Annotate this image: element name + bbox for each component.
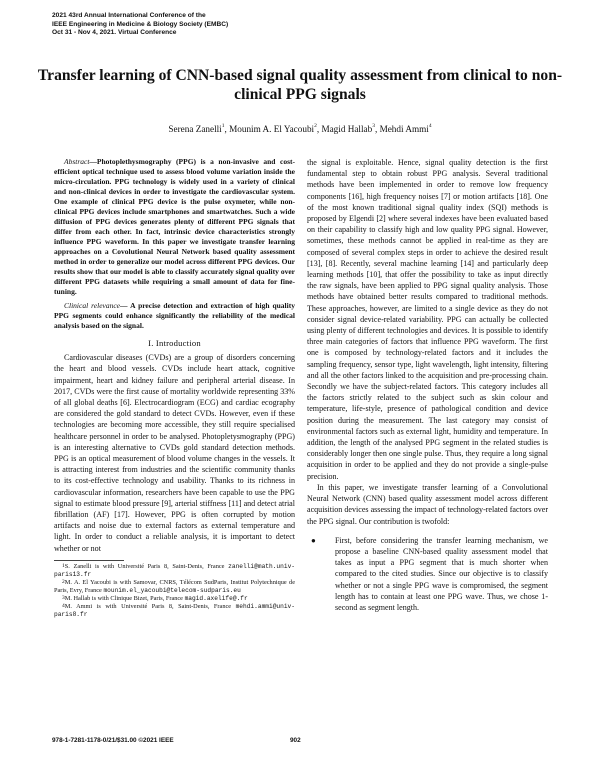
author-1: Serena Zanelli$^1$, [168,123,230,134]
conference-header [52,12,228,38]
introduction-paragraph: Cardiovascular diseases (CVDs) are a group of disorders concerning the heart and blood vessels. CVDs include heart attack, cognitive impairment, heart and kidney failure and peripheral arterial disease. In 2017, CVDs were the first cause of mortality worldwide representing 33% of all global deaths [6]. Electrocardiogram (ECG) and cardiac ecography are considered the gold standard to detect CVDs. However, even if these technologies are becoming more accessible, they still require specialised healthcare personnel in order to be analysed. Photopletysmography (PPG) is an interesting alternative to CVDs gold standard detection methods. PPG is an optical measurement of blood volume changes in the vessels. It is attracting interest from industries and the scientific community thanks to its cost-effective technology and usability. Thanks to its richness in cardiovascular information, researchers have been capable to use the PPG signal to estimate blood pressure [9], arterial stiffness [11] and detect atrial fibrillation (AF) [17]. However, PPG is often corrupted by motion artifacts and noise due to external factors as external temperature and light. In order to conduct a reliable analysis, it is important to detect whether or not [54,353,295,553]
contribution-text: First, before considering the transfer learning mechanism, we propose a baseline CNN-based quality assessment model that takes as input a PPG segment that is much shorter when compared to the cited studies. Since our objective is to classify whether or not a single PPG wave is compromised, the segment length has to contain at least one PPG wave. Thus, we chose 1-second as segment length. [335,535,548,612]
footnote-2: $^2$M. A. El Yacoubi is with Samovar, CNRS, Télécom SudParis, Institut Polytechnique de Paris, Evry, France mounim.el_yacoubi@telecom-sudparis.eu [54,579,295,595]
copyright-line: 978-1-7281-1178-0/21/$31.00 ©2021 IEEE [52,737,174,744]
left-column [54,157,295,620]
footnote-divider [54,560,124,561]
section-heading-introduction: I. Introduction [148,338,201,348]
clinical-relevance: Clinical relevance— A precise detection and extraction of high quality PPG segments could enhance significantly the reliability of the medical analysis based on the signal. [54,301,295,330]
abstract: Abstract—Photoplethysmography (PPG) is a non-invasive and cost-efficient optical technique used to assess blood volume variation inside the micro-circulation. PPG technology is widely used in a variety of clinical and non-clinical devices in order to investigate the cardiovascular system. One example of clinical PPG device is the pulse oxymeter, while non-clinical PPG devices include smartphones and smartwatches. Such a wide diffusion of PPG devices generates plenty of different PPG signals that differ from each other. In fact, intrinsic device characteristics strongly influence PPG waveform. In this paper we investigate transfer learning approaches on a Covolutional Neural Network based quality assessment method in order to generalize our model across different PPG devices. Our results show that our model is able to classify accurately signal quality over different PPG datasets while requiring a small amount of data for fine-tuning. [54,157,295,296]
conference-line-2: IEEE Engineering in Medicine & Biology Society (EMBC) [52,20,229,28]
introduction-paragraph-continued: the signal is exploitable. Hence, signal quality detection is the first fundamental step to obtain robust PPG analysis. Several traditional methods have been implemented in order to remove low frequency components [16], high frequency noises [7] or motion artifacts [18]. One of the most known traditional signal quality index (SQI) methods is proposed by Elgendi [2] where several indexes have been evaluated based on their capability to classify high and low quality PPG signal. However, sometimes, these methods cannot be applied in real-time as they are composed of several complex steps in order to achieve the desired result [13], [8]. Recently, several machine learning [14] and particularly deep learning methods [10], that offer the possibility to take as input directly the raw signals, have been applied to PPG signal quality analysis. Those methods have obtained better results compared to traditional methods. These approaches, however, are limited to a single device as they do not consider signal device-related variability. PPG can actually be collected using plenty of different technologies and devices. It is possible to identify three main categories of factors that influence PPG waveform. The first one is composed by technology-related factors and it includes the sampling frequency, sensor type, light wavelength, light intensity, filtering and all the other factors linked to the acquisition and pre-processing chain. Secondly we have the subject-related factors. This category includes all the factors strictly related to the subject such as skin colour and temperature, life-style, presence of pathological condition and device position during the measurement. The last category may consist of environmental factors such as external light, humidity and temperature. In addition, the length of the analysed PPG segment in the related studies is considerably longer then one single pulse. Thus, they require a long signal acquisition in order to be applied and they do not provide a single-pulse precision. [307,158,548,481]
footnote-3: $^3$M. Hallab is with Clinique Bizet, Paris, France magid.axelife@.fr [62,595,248,603]
bullet-icon: ● [311,535,316,545]
contribution-paragraph: In this paper, we investigate transfer learning of a Convolutional Neural Network (CNN) based quality assessment model across different acquisition devices assessing the impact of technology-related factors over the PPG signal. Our contribution is twofold: [307,482,548,526]
author-4: Mehdi Ammi$^4$ [379,123,432,134]
footnote-1: $^1$S. Zanelli is with Université Paris 8, Saint-Denis, France zanelli@math.univ-paris13.fr [54,562,295,578]
author-3: Magid Hallab$^3$, [321,123,380,134]
conference-line-1: 2021 43rd Annual International Conference of the [52,12,206,19]
author-2: Mounim A. El Yacoubi$^2$, [229,123,322,134]
footnote-4: $^4$M. Ammi is with Université Paris 8, Saint-Denis, France mehdi.ammi@univ-paris8.fr [54,603,295,619]
conference-line-3: Oct 31 - Nov 4, 2021. Virtual Conference [52,29,177,37]
author-list [30,124,570,134]
paper-title: Transfer learning of CNN-based signal quality assessment from clinical to non-clinical PPG signals [37,67,563,103]
page-number: 902 [290,737,301,744]
right-column [307,157,548,613]
contribution-list-item [307,535,548,613]
